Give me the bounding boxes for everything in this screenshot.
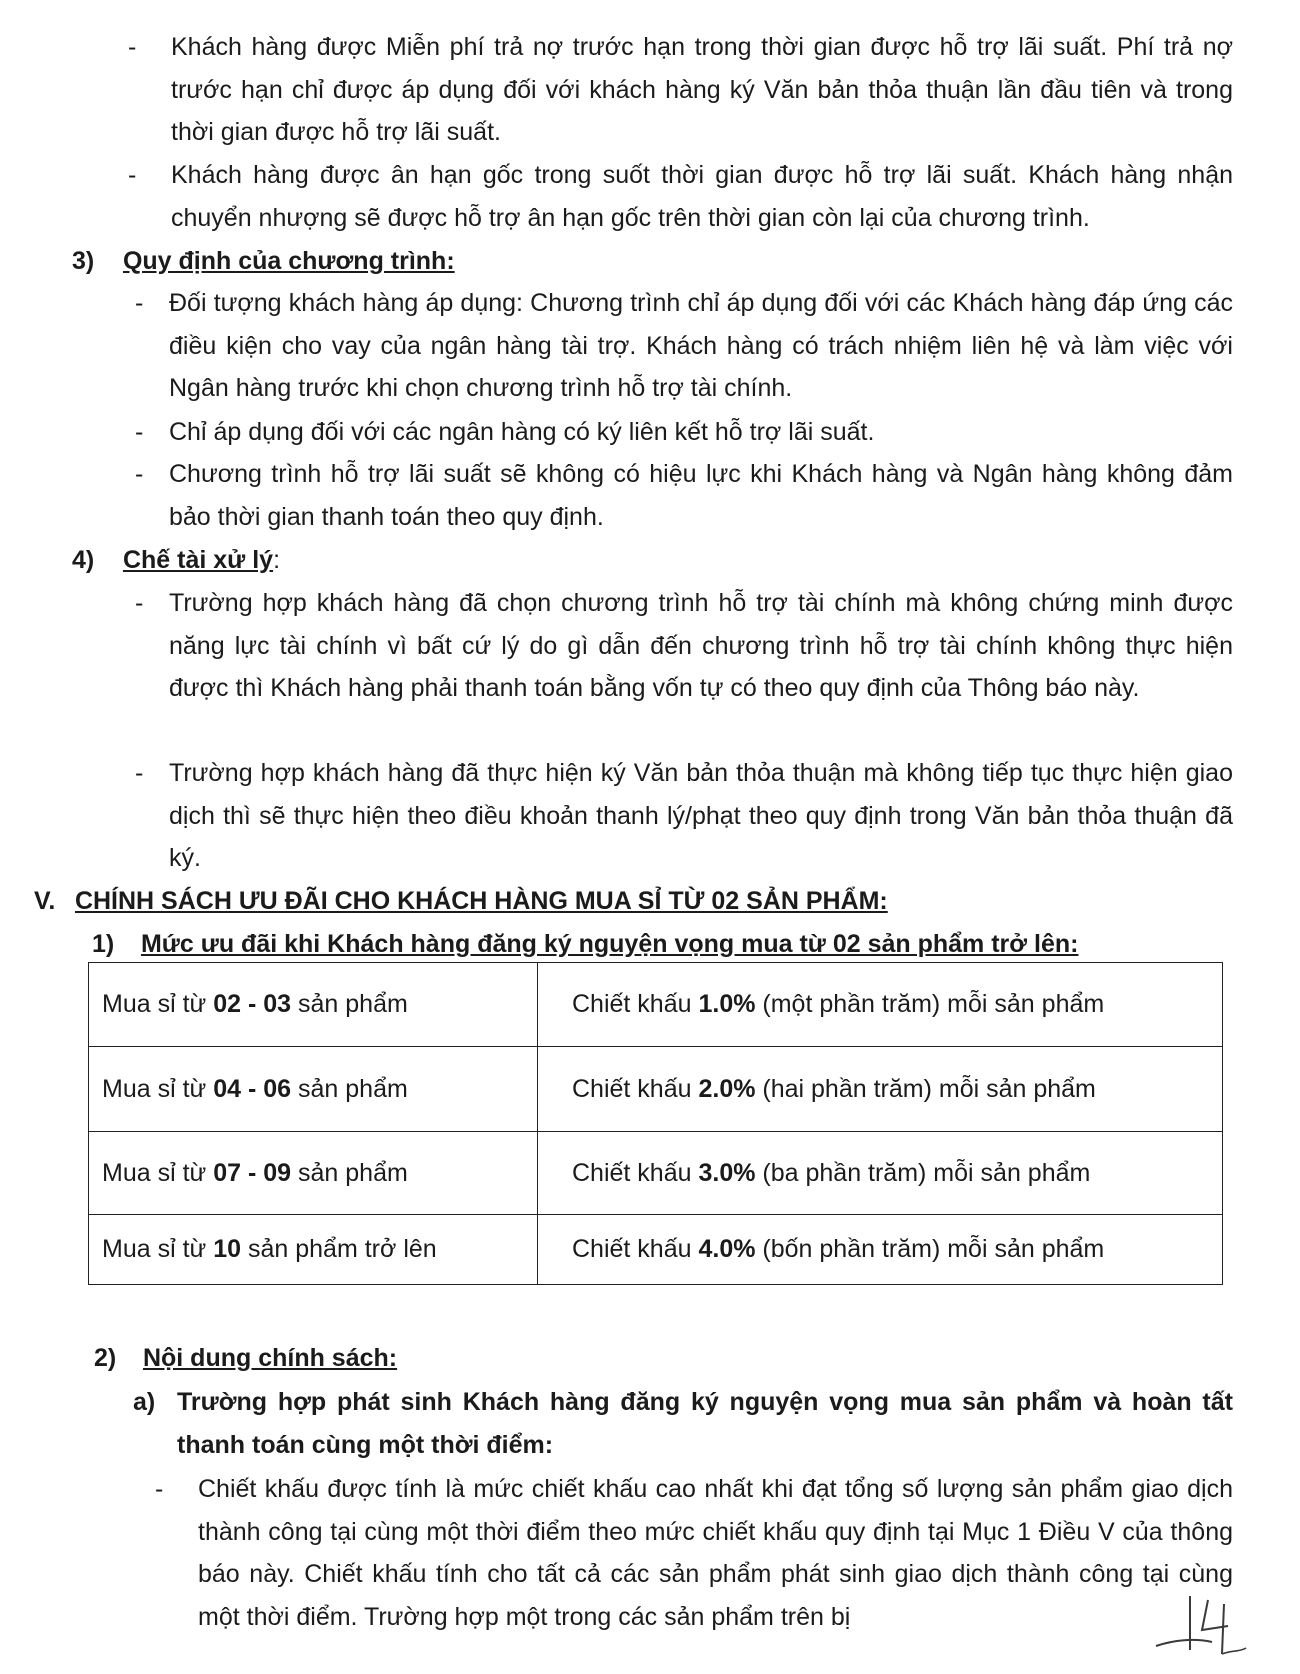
- bullet-mark: -: [135, 460, 144, 488]
- subsection-2a-number-wrap: [133, 1381, 155, 1424]
- section-v-number: V.: [34, 887, 56, 915]
- tier-discount-cell: Chiết khấu 4.0% (bốn phần trăm) mỗi sản phẩm: [538, 1215, 1223, 1285]
- paragraph-liquidation: Trường hợp khách hàng đã thực hiện ký Văn bản thỏa thuận mà không tiếp tục thực hiện giao dịch thì sẽ thực hiện theo điều khoản thanh lý/phạt theo quy định trong Văn bản thỏa thuận đã ký.: [169, 759, 1233, 873]
- tier-quantity-cell: Mua sỉ từ 07 - 09 sản phẩm: [89, 1132, 538, 1215]
- table-row: [89, 1047, 1223, 1132]
- bullet-mark: -: [128, 161, 137, 189]
- tier-quantity-cell: Mua sỉ từ 02 - 03 sản phẩm: [89, 963, 538, 1047]
- paragraph-linked-banks: Chỉ áp dụng đối với các ngân hàng có ký liên kết hỗ trợ lãi suất.: [169, 418, 875, 446]
- subsection-1-heading: [92, 923, 1078, 966]
- bullet-mark: -: [135, 589, 144, 617]
- subsection-2-number: 2): [94, 1344, 117, 1372]
- subsection-2-title: Nội dung chính sách:: [142, 1344, 398, 1372]
- paragraph-self-funded: Trường hợp khách hàng đã chọn chương trình hỗ trợ tài chính mà không chứng minh được năng lực tài chính vì bất cứ lý do gì dẫn đến chương trình hỗ trợ tài chính không thực hiện được thì Khách hàng phải thanh toán bằng vốn tự có theo quy định của Thông báo này.: [169, 589, 1233, 703]
- section-v-title: CHÍNH SÁCH ƯU ĐÃI CHO KHÁCH HÀNG MUA SỈ TỪ 02 SẢN PHẨM:: [74, 887, 888, 915]
- section-4-number: 4): [72, 546, 95, 574]
- subsection-2a-title: Trường hợp phát sinh Khách hàng đăng ký nguyện vọng mua sản phẩm và hoàn tất thanh toán cùng một thời điểm:: [177, 1388, 1233, 1459]
- paragraph-eligible-customers: Đối tượng khách hàng áp dụng: Chương trình chỉ áp dụng đối với các Khách hàng đáp ứng các điều kiện cho vay của ngân hàng tài trợ. Khách hàng có trách nhiệm liên hệ và làm việc với Ngân hàng trước khi chọn chương trình hỗ trợ tài chính.: [169, 289, 1233, 403]
- discount-tier-table: [88, 962, 1223, 1285]
- tier-quantity-cell: Mua sỉ từ 10 sản phẩm trở lên: [89, 1215, 538, 1285]
- bullet-mark: -: [135, 289, 144, 317]
- bullet-mark: -: [135, 418, 144, 446]
- section-4-title: Chế tài xử lý: [122, 546, 274, 574]
- tier-discount-cell: Chiết khấu 2.0% (hai phần trăm) mỗi sản phẩm: [538, 1047, 1223, 1132]
- signature-mark: [1150, 1590, 1250, 1662]
- paragraph-no-effect: Chương trình hỗ trợ lãi suất sẽ không có hiệu lực khi Khách hàng và Ngân hàng không đảm bảo thời gian thanh toán theo quy định.: [169, 460, 1233, 531]
- section-4-colon: :: [273, 546, 281, 574]
- section-3-number: 3): [72, 247, 95, 275]
- section-3-heading: [72, 240, 455, 283]
- table-row: [89, 963, 1223, 1047]
- subsection-2-heading: [94, 1337, 397, 1380]
- section-4-heading: [72, 539, 280, 582]
- section-v-heading: [34, 880, 888, 923]
- bullet-mark: -: [135, 759, 144, 787]
- tier-quantity-cell: Mua sỉ từ 04 - 06 sản phẩm: [89, 1047, 538, 1132]
- paragraph-grace-period: Khách hàng được ân hạn gốc trong suốt thời gian được hỗ trợ lãi suất. Khách hàng nhận chuyển nhượng sẽ được hỗ trợ ân hạn gốc trên thời gian còn lại của chương trình.: [171, 161, 1233, 232]
- tier-discount-cell: Chiết khấu 1.0% (một phần trăm) mỗi sản phẩm: [538, 963, 1223, 1047]
- bullet-mark: -: [128, 33, 137, 61]
- subsection-1-number: 1): [92, 930, 115, 958]
- tier-discount-cell: Chiết khấu 3.0% (ba phần trăm) mỗi sản phẩm: [538, 1132, 1223, 1215]
- paragraph-discount-calculation: Chiết khấu được tính là mức chiết khấu cao nhất khi đạt tổng số lượng sản phẩm giao dịch thành công tại cùng một thời điểm theo mức chiết khấu quy định tại Mục 1 Điều V của thông báo này. Chiết khấu tính cho tất cả các sản phẩm phát sinh giao dịch thành công tại cùng một thời điểm. Trường hợp một trong các sản phẩm trên bị: [198, 1475, 1233, 1632]
- subsection-2a-number: a): [133, 1388, 156, 1416]
- paragraph-prepayment-fee: Khách hàng được Miễn phí trả nợ trước hạn trong thời gian được hỗ trợ lãi suất. Phí trả nợ trước hạn chỉ được áp dụng đối với khách hàng ký Văn bản thỏa thuận lần đầu tiên và trong thời gian được hỗ trợ lãi suất.: [171, 33, 1233, 147]
- table-row: [89, 1132, 1223, 1215]
- table-row: [89, 1215, 1223, 1285]
- subsection-1-title: Mức ưu đãi khi Khách hàng đăng ký nguyện vọng mua từ 02 sản phẩm trở lên:: [140, 930, 1079, 958]
- bullet-mark: -: [155, 1475, 164, 1503]
- section-3-title: Quy định của chương trình:: [122, 247, 455, 275]
